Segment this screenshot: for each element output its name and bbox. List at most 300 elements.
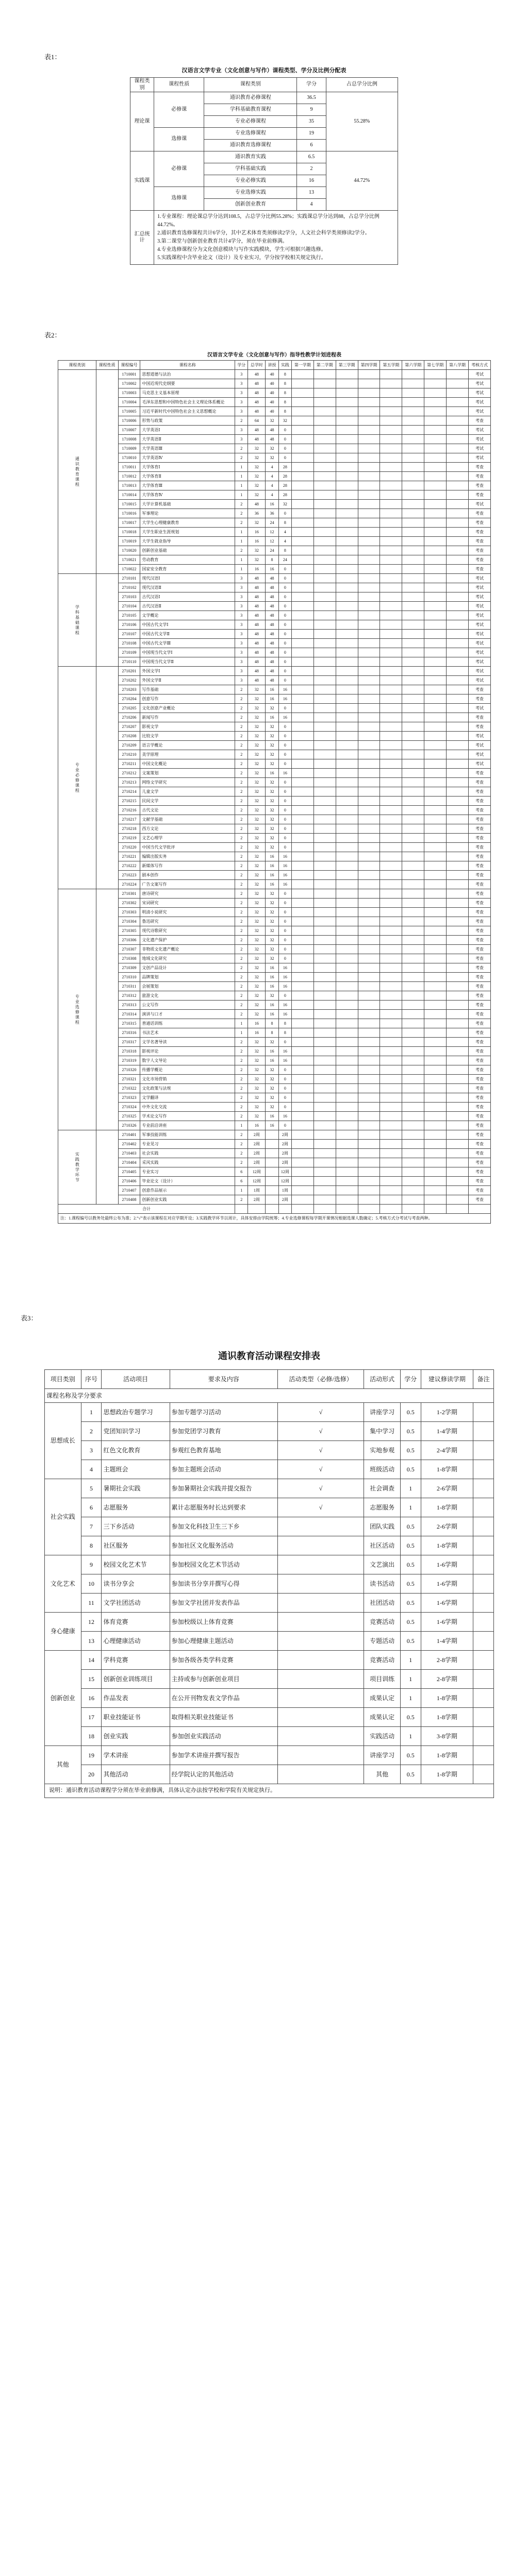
table2-semester-cell	[424, 1130, 447, 1140]
table2-practice-cell: 0	[278, 592, 291, 602]
table1-credit-cell: 13	[297, 187, 326, 199]
table2-practice-cell: 0	[278, 676, 291, 685]
table2-semester-cell	[358, 370, 380, 379]
table3-remark-cell	[473, 1670, 494, 1689]
table2-semester-cell	[336, 583, 358, 592]
table2-semester-cell	[336, 945, 358, 954]
table2-semester-cell	[380, 1103, 402, 1112]
table2-practice-cell: 0	[278, 834, 291, 843]
table2-header-cell: 课程性质	[96, 361, 118, 370]
table2-row	[58, 787, 491, 796]
table2-semester-cell	[402, 1121, 424, 1130]
table3-req-cell: 主持或参与创新创业项目	[170, 1670, 277, 1689]
table2-semester-cell	[358, 1093, 380, 1103]
table2-semester-cell	[336, 1195, 358, 1205]
table2-name-cell: 美学原理	[140, 750, 235, 759]
table2-code-cell: 1710009	[118, 444, 140, 453]
table2-semester-cell	[380, 500, 402, 509]
table3-form-cell: 成果认定	[364, 1689, 401, 1708]
table3-form-cell: 讲座学习	[364, 1746, 401, 1765]
table2-credit-cell: 2	[235, 1084, 248, 1093]
table2-name-cell: 新闻写作	[140, 713, 235, 722]
table3-type-cell: √	[277, 1422, 364, 1441]
table2-semester-cell	[424, 963, 447, 973]
table2-semester-cell	[314, 463, 336, 472]
table2-semester-cell	[447, 1065, 469, 1075]
table3-section-cell: 文化艺术	[45, 1555, 81, 1613]
table2-semester-cell	[336, 565, 358, 574]
table2-credit-cell: 2	[235, 917, 248, 926]
table2-lecture-cell: 32	[266, 1084, 278, 1093]
table2-lecture-cell: 24	[266, 546, 278, 555]
table3-type-cell	[277, 1536, 364, 1555]
table2-exam-cell: 考查	[468, 416, 490, 426]
table2-semester-cell	[424, 694, 447, 704]
table2-semester-cell	[291, 639, 314, 648]
table2-code-cell: 2710408	[118, 1195, 140, 1205]
table2-semester-cell	[314, 871, 336, 880]
table2-semester-cell	[358, 1177, 380, 1186]
table2-exam-cell: 考查	[468, 834, 490, 843]
table2-semester-cell	[402, 704, 424, 713]
table2-semester-cell	[291, 1158, 314, 1167]
table2-name-cell: 文学翻译	[140, 1093, 235, 1103]
table2-code-cell: 2710313	[118, 1001, 140, 1010]
table2-code-cell: 2710407	[118, 1186, 140, 1195]
table2-exam-cell: 考查	[468, 722, 490, 732]
table2-header-cell: 第二学期	[314, 361, 336, 370]
table2-name-cell: 大学体育Ⅲ	[140, 481, 235, 490]
table2-name-cell: 军事技能训练	[140, 1130, 235, 1140]
table2-semester-cell	[358, 537, 380, 546]
table2-credit-cell: 3	[235, 370, 248, 379]
table2-semester-cell	[380, 806, 402, 815]
table3-type-cell: √	[277, 1498, 364, 1517]
table2-semester-cell	[336, 370, 358, 379]
table2-lecture-cell: 48	[266, 667, 278, 676]
table2-total-cell	[314, 1205, 336, 1214]
table2-hours-cell: 48	[248, 602, 266, 611]
table2-semester-cell	[314, 954, 336, 963]
table2-credit-cell: 1	[235, 555, 248, 565]
table2-semester-cell	[402, 899, 424, 908]
table2-practice-cell: 1周	[278, 1186, 291, 1195]
table2-code-cell: 2710210	[118, 750, 140, 759]
table2-nature-cell	[96, 574, 118, 667]
table3-row	[45, 1517, 494, 1536]
table2-semester-cell	[424, 537, 447, 546]
table2-row	[58, 834, 491, 843]
table2-hours-cell: 32	[248, 1112, 266, 1121]
table2-exam-cell: 考查	[468, 899, 490, 908]
table2-hours-cell: 32	[248, 490, 266, 500]
table3-form-cell: 读书活动	[364, 1574, 401, 1594]
table2-semester-cell	[380, 1075, 402, 1084]
table2-practice-cell: 0	[278, 583, 291, 592]
table2-semester-cell	[402, 963, 424, 973]
table3-no-cell: 20	[81, 1765, 102, 1784]
table2-semester-cell	[402, 945, 424, 954]
table1-category-cell: 专业必修课程	[204, 116, 297, 128]
table2-semester-cell	[291, 1047, 314, 1056]
table1-ratio-cell: 44.72%	[326, 151, 398, 211]
table2-semester-cell	[314, 509, 336, 518]
table2-exam-cell: 考试	[468, 592, 490, 602]
table2-semester-cell	[336, 722, 358, 732]
table3-no-cell: 4	[81, 1460, 102, 1479]
table2-lecture-cell: 32	[266, 1038, 278, 1047]
table2-semester-cell	[424, 630, 447, 639]
table2-semester-cell	[402, 444, 424, 453]
table2-semester-cell	[424, 555, 447, 565]
table2-total-cell	[358, 1205, 380, 1214]
table2-practice-cell: 16	[278, 685, 291, 694]
table2-semester-cell	[402, 620, 424, 630]
table2-nature-cell	[96, 370, 118, 574]
table2-semester-cell	[291, 954, 314, 963]
table2-name-cell: 中国当代文学批评	[140, 843, 235, 852]
table2-code-cell: 1710012	[118, 472, 140, 481]
table3-term-cell: 1-6学期	[421, 1574, 473, 1594]
table2-semester-cell	[314, 741, 336, 750]
table2-exam-cell: 考查	[468, 546, 490, 555]
table2-semester-cell	[358, 880, 380, 889]
table2-lecture-cell: 16	[266, 871, 278, 880]
table2-header-cell: 第一学期	[291, 361, 314, 370]
table2-semester-cell	[291, 1084, 314, 1093]
table2-exam-cell: 考查	[468, 796, 490, 806]
table3-notes: 说明：通识教育活动课程学分须在毕业前修满，具体认定办法按学校和学院有关规定执行。	[45, 1784, 494, 1798]
table2-name-cell: 军事理论	[140, 509, 235, 518]
table2-name-cell: 书法艺术	[140, 1028, 235, 1038]
table3-notes-row	[45, 1784, 494, 1798]
table2-semester-cell	[447, 1010, 469, 1019]
table1-category-cell: 通识教育实践	[204, 151, 297, 163]
table1-credit-cell: 6.5	[297, 151, 326, 163]
table2-semester-cell	[291, 991, 314, 1001]
table2-hours-cell: 32	[248, 759, 266, 769]
table2-row	[58, 1167, 491, 1177]
table2-exam-cell: 考查	[468, 769, 490, 778]
table2-credit-cell: 3	[235, 667, 248, 676]
table2-name-cell: 大学英语Ⅲ	[140, 444, 235, 453]
table2-credit-cell: 1	[235, 490, 248, 500]
table2-semester-cell	[314, 1019, 336, 1028]
table2-total-row	[58, 1205, 491, 1214]
table3-no-cell: 15	[81, 1670, 102, 1689]
table3-form-cell: 专题活动	[364, 1632, 401, 1651]
table2-semester-cell	[358, 611, 380, 620]
table2-semester-cell	[336, 611, 358, 620]
table2-row	[58, 620, 491, 630]
table2-semester-cell	[447, 379, 469, 388]
table2-semester-cell	[314, 713, 336, 722]
table2-lecture-cell: 32	[266, 1103, 278, 1112]
table2-row	[58, 611, 491, 620]
table3-type-cell	[277, 1746, 364, 1765]
table2-semester-cell	[424, 602, 447, 611]
table2-code-cell: 2710308	[118, 954, 140, 963]
table2-lecture-cell	[266, 1140, 278, 1149]
table2-credit-cell: 2	[235, 852, 248, 861]
table2-lecture-cell: 48	[266, 592, 278, 602]
table2-name-cell: 宋词研究	[140, 899, 235, 908]
table2-row	[58, 388, 491, 398]
table2-row	[58, 1047, 491, 1056]
table2-semester-cell	[336, 667, 358, 676]
table2-practice-cell: 16	[278, 694, 291, 704]
table2-semester-cell	[402, 861, 424, 871]
table2-lecture-cell: 48	[266, 435, 278, 444]
table2-exam-cell: 考查	[468, 1075, 490, 1084]
table2-row	[58, 713, 491, 722]
table2-code-cell: 2710204	[118, 694, 140, 704]
table2-semester-cell	[291, 1019, 314, 1028]
table2-semester-cell	[447, 954, 469, 963]
table2-semester-cell	[424, 880, 447, 889]
table2-semester-cell	[402, 741, 424, 750]
table2-semester-cell	[447, 973, 469, 982]
table2-semester-cell	[291, 796, 314, 806]
table3-row	[45, 1536, 494, 1555]
table2-semester-cell	[380, 815, 402, 824]
table2-semester-cell	[402, 370, 424, 379]
table2-lecture-cell: 36	[266, 509, 278, 518]
table2-semester-cell	[402, 426, 424, 435]
table2-code-cell: 2710201	[118, 667, 140, 676]
table2-header-cell: 实践	[278, 361, 291, 370]
table2-semester-cell	[380, 416, 402, 426]
table2-semester-cell	[447, 509, 469, 518]
table2-code-cell: 2710319	[118, 1056, 140, 1065]
table2-semester-cell	[380, 917, 402, 926]
table3-req-cell: 经学院认定的其他活动	[170, 1765, 277, 1784]
table2-semester-cell	[336, 834, 358, 843]
table2-code-cell: 2710401	[118, 1130, 140, 1140]
table2-exam-cell: 考试	[468, 611, 490, 620]
table2-semester-cell	[291, 741, 314, 750]
table2-semester-cell	[358, 973, 380, 982]
table2-credit-cell: 2	[235, 704, 248, 713]
table2-semester-cell	[336, 1047, 358, 1056]
table2-practice-cell: 0	[278, 1065, 291, 1075]
table3-type-cell	[277, 1574, 364, 1594]
table3-item-cell: 社区服务	[102, 1536, 170, 1555]
table2-name-cell: 大学体育Ⅳ	[140, 490, 235, 500]
table2-exam-cell: 考查	[468, 889, 490, 899]
table3-remark-cell	[473, 1765, 494, 1784]
table2-lecture-cell: 48	[266, 676, 278, 685]
table2-semester-cell	[380, 945, 402, 954]
table2-semester-cell	[424, 407, 447, 416]
table2-semester-cell	[424, 1010, 447, 1019]
table3-row	[45, 1651, 494, 1670]
table1-credit-cell: 19	[297, 128, 326, 140]
table2-hours-cell: 32	[248, 880, 266, 889]
table2-hours-cell: 32	[248, 685, 266, 694]
table2-semester-cell	[336, 1084, 358, 1093]
table2-semester-cell	[314, 1001, 336, 1010]
table2-semester-cell	[314, 1028, 336, 1038]
table2-semester-cell	[291, 1103, 314, 1112]
table2-semester-cell	[291, 1121, 314, 1130]
table2-code-cell: 1710016	[118, 509, 140, 518]
table2-semester-cell	[314, 583, 336, 592]
table2-practice-cell: 16	[278, 973, 291, 982]
table2-semester-cell	[380, 463, 402, 472]
table2-exam-cell: 考查	[468, 1047, 490, 1056]
table2-semester-cell	[336, 1177, 358, 1186]
table2-semester-cell	[314, 899, 336, 908]
table2-practice-cell: 0	[278, 778, 291, 787]
table2-hours-cell: 32	[248, 815, 266, 824]
table2-exam-cell: 考查	[468, 1019, 490, 1028]
table2-credit-cell: 2	[235, 444, 248, 453]
table2-semester-cell	[291, 388, 314, 398]
table2-semester-cell	[291, 481, 314, 490]
table2-credit-cell: 2	[235, 518, 248, 528]
table2-credit-cell: 2	[235, 1103, 248, 1112]
table2-exam-cell: 考查	[468, 982, 490, 991]
table2-semester-cell	[291, 694, 314, 704]
table2-semester-cell	[336, 1167, 358, 1177]
table2-exam-cell: 考试	[468, 620, 490, 630]
table2-semester-cell	[380, 453, 402, 463]
table2-name-cell: 创意作品展示	[140, 1186, 235, 1195]
table2-row	[58, 982, 491, 991]
table2-exam-cell: 考查	[468, 1149, 490, 1158]
table2-nature-cell	[96, 1130, 118, 1205]
table2-name-cell: 习近平新时代中国特色社会主义思想概论	[140, 407, 235, 416]
table2-row	[58, 398, 491, 407]
table2-lecture-cell: 32	[266, 453, 278, 463]
table2-credit-cell: 2	[235, 926, 248, 936]
table2-semester-cell	[291, 1010, 314, 1019]
table2-credit-cell: 2	[235, 963, 248, 973]
table3-remark-cell	[473, 1479, 494, 1498]
table2-semester-cell	[424, 657, 447, 667]
table3-term-cell: 1-8学期	[421, 1498, 473, 1517]
table2-exam-cell: 考查	[468, 945, 490, 954]
table2-semester-cell	[336, 732, 358, 741]
table2-semester-cell	[402, 1001, 424, 1010]
table2-lecture-cell: 16	[266, 1001, 278, 1010]
table2-row	[58, 453, 491, 463]
table2-semester-cell	[447, 945, 469, 954]
table2-name-cell: 大学英语Ⅰ	[140, 426, 235, 435]
table2-credit-cell: 1	[235, 528, 248, 537]
table2-lecture-cell: 32	[266, 416, 278, 426]
table3-form-cell: 成果认定	[364, 1708, 401, 1727]
table1-row	[130, 92, 398, 104]
table2-semester-cell	[336, 954, 358, 963]
table2-row	[58, 991, 491, 1001]
table2-semester-cell	[314, 917, 336, 926]
table2-lecture-cell: 32	[266, 732, 278, 741]
table2-code-cell: 2710217	[118, 815, 140, 824]
table2-lecture-cell: 32	[266, 806, 278, 815]
table2-semester-cell	[336, 704, 358, 713]
table2-lecture-cell	[266, 1158, 278, 1167]
table3-term-cell: 2-6学期	[421, 1479, 473, 1498]
table2-lecture-cell: 48	[266, 620, 278, 630]
table2-semester-cell	[291, 899, 314, 908]
table3-remark-cell	[473, 1536, 494, 1555]
table1-header-cell: 课程性质	[154, 78, 204, 92]
table2-semester-cell	[424, 954, 447, 963]
table2-row	[58, 778, 491, 787]
table2-name-cell: 专业见习	[140, 1140, 235, 1149]
table2-credit-cell: 1	[235, 463, 248, 472]
table2-semester-cell	[336, 1140, 358, 1149]
table2-name-cell: 古代汉语Ⅰ	[140, 592, 235, 602]
table2-code-cell: 2710205	[118, 704, 140, 713]
table2-semester-cell	[424, 592, 447, 602]
table2-semester-cell	[424, 704, 447, 713]
table2-semester-cell	[314, 1167, 336, 1177]
table2-practice-cell: 16	[278, 1010, 291, 1019]
table2-semester-cell	[424, 973, 447, 982]
table2-name-cell: 民间文学	[140, 796, 235, 806]
table2-semester-cell	[314, 834, 336, 843]
table2-semester-cell	[358, 426, 380, 435]
table2-exam-cell: 考试	[468, 435, 490, 444]
table3-term-cell: 1-6学期	[421, 1613, 473, 1632]
table2-row	[58, 945, 491, 954]
table2-code-cell: 2710311	[118, 982, 140, 991]
table2-semester-cell	[424, 648, 447, 657]
table2-semester-cell	[336, 1121, 358, 1130]
table2-semester-cell	[402, 388, 424, 398]
table3-remark-cell	[473, 1746, 494, 1765]
table2-semester-cell	[402, 667, 424, 676]
table2-name-cell: 会展策划	[140, 982, 235, 991]
table2-semester-cell	[358, 648, 380, 657]
table3-req-cell: 参加读书分享并撰写心得	[170, 1574, 277, 1594]
table2-credit-cell: 2	[235, 843, 248, 852]
table2-semester-cell	[336, 796, 358, 806]
table2-code-cell: 2710314	[118, 1010, 140, 1019]
table2-hours-cell: 32	[248, 769, 266, 778]
table2-exam-cell: 考试	[468, 676, 490, 685]
table2-semester-cell	[358, 1065, 380, 1075]
table2-name-cell: 鲁迅研究	[140, 917, 235, 926]
table2-semester-cell	[402, 1186, 424, 1195]
table2-semester-cell	[402, 759, 424, 769]
table2-code-cell: 1710015	[118, 500, 140, 509]
table2-semester-cell	[291, 574, 314, 583]
table2-practice-cell: 0	[278, 1121, 291, 1130]
table2-section-cell: 实践教学环节	[58, 1130, 96, 1205]
table3-form-cell: 社区活动	[364, 1536, 401, 1555]
table2-code-cell: 1710019	[118, 537, 140, 546]
table2-hours-cell: 32	[248, 963, 266, 973]
table2-lecture-cell: 16	[266, 963, 278, 973]
table2-exam-cell: 考试	[468, 388, 490, 398]
table2-semester-cell	[358, 861, 380, 871]
table2-semester-cell	[291, 528, 314, 537]
table3-req-cell: 参加暑期社会实践并提交报告	[170, 1479, 277, 1498]
table2-semester-cell	[380, 676, 402, 685]
table2-hours-cell: 48	[248, 388, 266, 398]
table2-semester-cell	[358, 1038, 380, 1047]
table2-code-cell: 2710221	[118, 852, 140, 861]
table2-semester-cell	[447, 1028, 469, 1038]
table2-semester-cell	[314, 685, 336, 694]
table2-row	[58, 954, 491, 963]
table2-row	[58, 379, 491, 388]
table2-semester-cell	[291, 1195, 314, 1205]
